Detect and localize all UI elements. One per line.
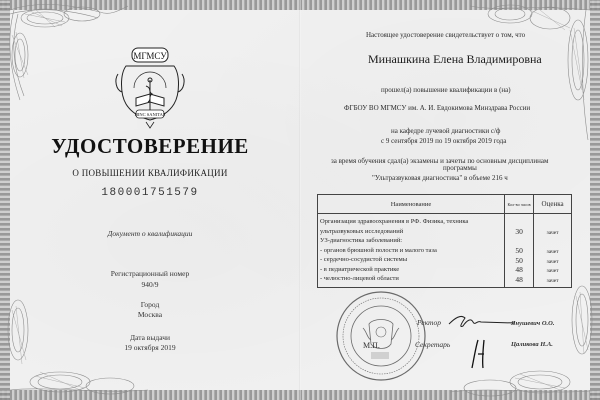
issue-date-label: Дата выдачи xyxy=(129,333,171,342)
table-row xyxy=(318,265,572,275)
city-value: Москва xyxy=(137,310,163,319)
subject-name: - сердечно-сосудистой системы xyxy=(318,255,505,265)
rector-signature-icon xyxy=(447,310,517,332)
table-row xyxy=(318,236,572,246)
logo-top-text: МГМСУ xyxy=(133,51,167,61)
subject-grade: зачет xyxy=(534,246,572,256)
intro-text: Настоящее удостоверение свидетельствует о том, что xyxy=(366,31,526,39)
table-row xyxy=(318,214,572,227)
rector-label: Ректор xyxy=(417,318,441,327)
ornament-top-left-icon xyxy=(0,0,130,110)
table-row xyxy=(318,255,572,265)
subject-grade: зачет xyxy=(534,274,572,287)
subject-hours xyxy=(504,236,533,246)
subject-grade xyxy=(534,214,572,227)
subject-name: Организация здравоохранения в РФ. Физика, техника xyxy=(318,214,505,227)
subject-name: УЗ-диагностика заболеваний: xyxy=(318,236,505,246)
subject-hours xyxy=(504,214,533,227)
subject-name: - органов брюшной полости и малого таза xyxy=(318,246,505,256)
stamp-label: М.П. xyxy=(363,341,380,350)
logo-motto-text: HINC SANITAS xyxy=(134,112,166,117)
department-text: на кафедре лучевой диагностики с/ф xyxy=(391,127,501,135)
document-type: Документ о квалификации xyxy=(107,229,193,238)
registration-label: Регистрационный номер xyxy=(110,269,190,278)
period-text: с 9 сентября 2019 по 19 октября 2019 года xyxy=(381,137,507,145)
subject-name: ультразвуковых исследований xyxy=(318,227,505,237)
subject-name: - в педиатрической практике xyxy=(318,265,505,275)
page-fold xyxy=(299,0,301,400)
subject-hours: 50 xyxy=(504,255,533,265)
table-row xyxy=(318,246,572,256)
document-number: 180001751579 xyxy=(101,187,199,199)
university-crest-icon xyxy=(112,44,188,130)
secretary-label: Секретарь xyxy=(415,340,451,349)
secretary-signature-icon xyxy=(466,336,490,370)
header-hours: Кол-во часов xyxy=(504,195,533,214)
exams-text-2: программы xyxy=(443,164,477,172)
institution-text: ФГБОУ ВО МГМСУ им. А. И. Евдокимова Минздрава России xyxy=(344,104,531,112)
subject-grade: зачет xyxy=(534,227,572,237)
issue-date-value: 19 октября 2019 xyxy=(124,343,176,352)
completed-text: прошел(а) повышение квалификации в (на) xyxy=(381,86,511,94)
subjects-table xyxy=(317,194,572,288)
subject-hours: 30 xyxy=(504,227,533,237)
subject-grade xyxy=(534,236,572,246)
subject-hours: 48 xyxy=(504,274,533,287)
subject-hours: 48 xyxy=(504,265,533,275)
rector-name: Янушевич О.О. xyxy=(511,320,555,327)
table-row xyxy=(318,227,572,237)
table-header-row xyxy=(318,195,572,214)
ornament-bottom-right-icon xyxy=(450,270,600,400)
document-subtitle: О ПОВЫШЕНИИ КВАЛИФИКАЦИИ xyxy=(72,168,228,178)
header-grade: Оценка xyxy=(534,195,572,214)
exams-text: за время обучения сдал(а) экзамены и зачеты по основным дисциплинам xyxy=(331,157,549,165)
program-text: "Ультразвуковая диагностика" в объеме 216 ч xyxy=(372,174,508,182)
document-title: УДОСТОВЕРЕНИЕ xyxy=(51,134,249,158)
subject-grade: зачет xyxy=(534,265,572,275)
recipient-name: Минашкина Елена Владимировна xyxy=(368,52,542,66)
secretary-name: Цаликова Н.А. xyxy=(511,341,553,348)
registration-number: 940/9 xyxy=(141,280,159,289)
header-name: Наименование xyxy=(318,195,505,214)
city-label: Город xyxy=(140,300,160,309)
table-row xyxy=(318,274,572,287)
subject-grade: зачет xyxy=(534,255,572,265)
subject-hours: 50 xyxy=(504,246,533,256)
official-seal-icon xyxy=(333,288,429,384)
subject-name: - челюстно-лицевой области xyxy=(318,274,505,287)
